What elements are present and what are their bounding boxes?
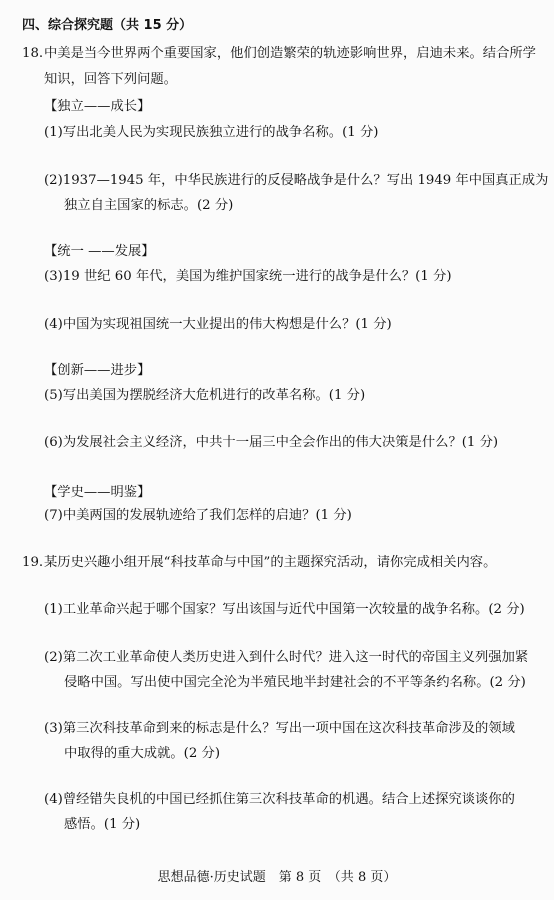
q19-sub4-line1: (4)曾经错失良机的中国已经抓住第三次科技革命的机遇。结合上述探究谈谈你的 — [44, 792, 515, 807]
question-18-intro-line2: 知识，回答下列问题。 — [44, 72, 177, 87]
q19-sub3-line1: (3)第三次科技革命到来的标志是什么？写出一项中国在这次科技革命涉及的领域 — [44, 721, 515, 736]
group-title-unification: 【统一 ——发展】 — [44, 244, 155, 259]
q18-sub2-line1: (2)1937—1945 年，中华民族进行的反侵略战争是什么？写出 1949 年中国真正成为 — [44, 173, 549, 188]
q19-sub2-line2: 侵略中国。写出使中国完全沦为半殖民地半封建社会的不平等条约名称。(2 分) — [64, 675, 526, 690]
question-19-number: 19. — [22, 555, 44, 570]
q18-sub7: (7)中美两国的发展轨迹给了我们怎样的启迪？(1 分) — [44, 508, 352, 523]
page-footer: 思想品德·历史试题 第 8 页 （共 8 页） — [157, 870, 397, 885]
q19-sub1: (1)工业革命兴起于哪个国家？写出该国与近代中国第一次较量的战争名称。(2 分) — [44, 602, 525, 617]
question-19-intro: 某历史兴趣小组开展“科技革命与中国”的主题探究活动，请你完成相关内容。 — [44, 555, 497, 570]
q19-sub4-line2: 感悟。(1 分) — [64, 817, 141, 832]
q18-sub6: (6)为发展社会主义经济，中共十一届三中全会作出的伟大决策是什么？(1 分) — [44, 435, 499, 450]
q18-sub4: (4)中国为实现祖国统一大业提出的伟大构想是什么？(1 分) — [44, 317, 392, 332]
q19-sub3-line2: 中取得的重大成就。(2 分) — [64, 746, 221, 761]
q19-sub2-line1: (2)第二次工业革命使人类历史进入到什么时代？进入这一时代的帝国主义列强加紧 — [44, 650, 529, 665]
group-title-independence: 【独立——成长】 — [44, 99, 151, 114]
question-18-number: 18. — [22, 46, 44, 61]
question-18-intro-line1: 中美是当今世界两个重要国家，他们创造繁荣的轨迹影响世界，启迪未来。结合所学 — [44, 46, 536, 61]
section-title: 四、综合探究题（共 15 分） — [22, 18, 193, 33]
q18-sub2-line2: 独立自主国家的标志。(2 分) — [64, 198, 234, 213]
q18-sub3: (3)19 世纪 60 年代，美国为维护国家统一进行的战争是什么？(1 分) — [44, 269, 452, 284]
q18-sub5: (5)写出美国为摆脱经济大危机进行的改革名称。(1 分) — [44, 388, 366, 403]
group-title-innovation: 【创新——进步】 — [44, 363, 151, 378]
group-title-history-lessons: 【学史——明鉴】 — [44, 485, 151, 500]
q18-sub1: (1)写出北美人民为实现民族独立进行的战争名称。(1 分) — [44, 125, 379, 140]
